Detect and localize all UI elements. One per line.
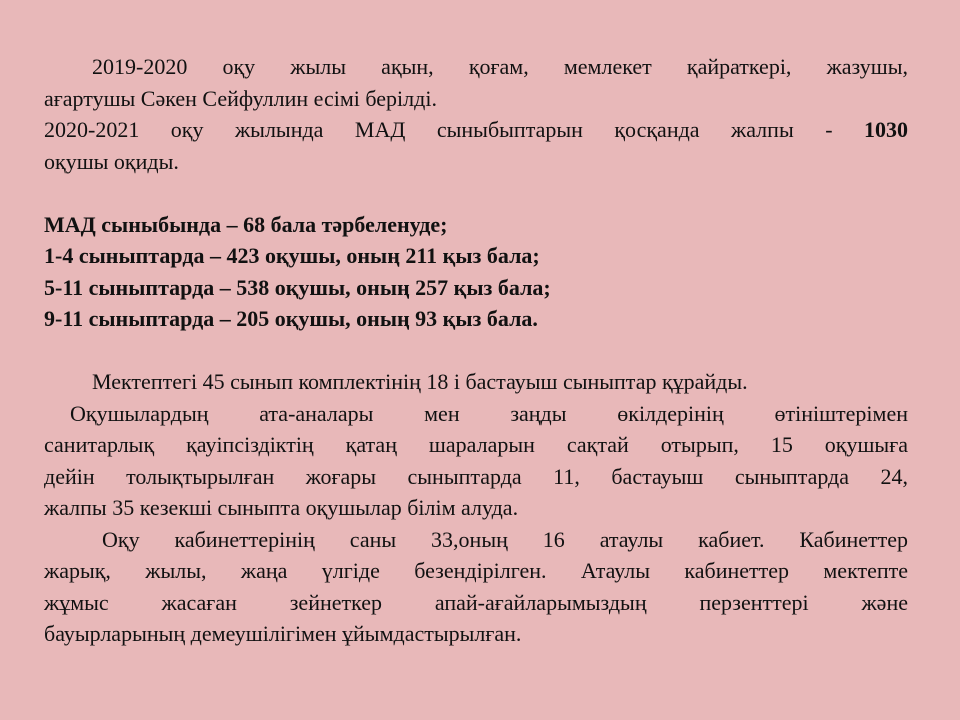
enrollment-line — [44, 114, 908, 146]
parents-line-4: жалпы 35 кезекші сыныпта оқушылар білім алуда. — [44, 495, 519, 520]
stat-grades-5-11: 5-11 сыныптарда – 538 оқушы, оның 257 қыз бала; — [44, 274, 551, 300]
enrollment-text: 2020-2021 оқу жылында МАД сыныбыптарын қосқанда жалпы - — [44, 117, 864, 142]
slide-text — [44, 51, 908, 650]
intro-line-2: ағартушы Сәкен Сейфуллин есімі берілді. — [44, 85, 437, 111]
classes-line: Мектептегі 45 сынып комплектінің 18 і бастауыш сыныптар құрайды. — [92, 369, 748, 394]
spacer — [44, 335, 908, 367]
intro-line-4: оқушы оқиды. — [44, 148, 179, 174]
cabinets-line-3: жұмыс жасаған зейнеткер апай-ағайларымыздың перзенттері және — [44, 589, 908, 615]
parents-line-3: дейін толықтырылған жоғары сыныптарда 11, бастауыш сыныптарда 24, — [44, 463, 908, 489]
cabinets-line-1: Оқу кабинеттерінің саны 33,оның 16 атаулы кабиет. Кабинеттер — [102, 526, 908, 552]
parents-line-2: санитарлық қауіпсіздіктің қатаң шараларын сақтай отырып, 15 оқушыға — [44, 432, 908, 457]
spacer — [44, 177, 908, 209]
cabinets-line-2: жарық, жылы, жаңа үлгіде безендірілген. Атаулы кабинеттер мектепте — [44, 558, 908, 583]
stat-preschool: МАД сыныбында – 68 бала тәрбеленуде; — [44, 211, 448, 237]
stat-grades-1-4: 1-4 сыныптарда – 423 оқушы, оның 211 қыз бала; — [44, 243, 540, 268]
cabinets-line-4: бауырларының демеушілігімен ұйымдастырылған. — [44, 621, 522, 646]
intro-line-1: 2019-2020 оқу жылы ақын, қоғам, мемлекет қайраткері, жазушы, — [92, 54, 908, 79]
stat-grades-9-11: 9-11 сыныптарда – 205 оқушы, оның 93 қыз бала. — [44, 306, 538, 331]
parents-line-1: Оқушылардың ата-аналары мен заңды өкілдерінің өтініштерімен — [70, 400, 908, 426]
enrollment-total: 1030 — [864, 117, 908, 142]
